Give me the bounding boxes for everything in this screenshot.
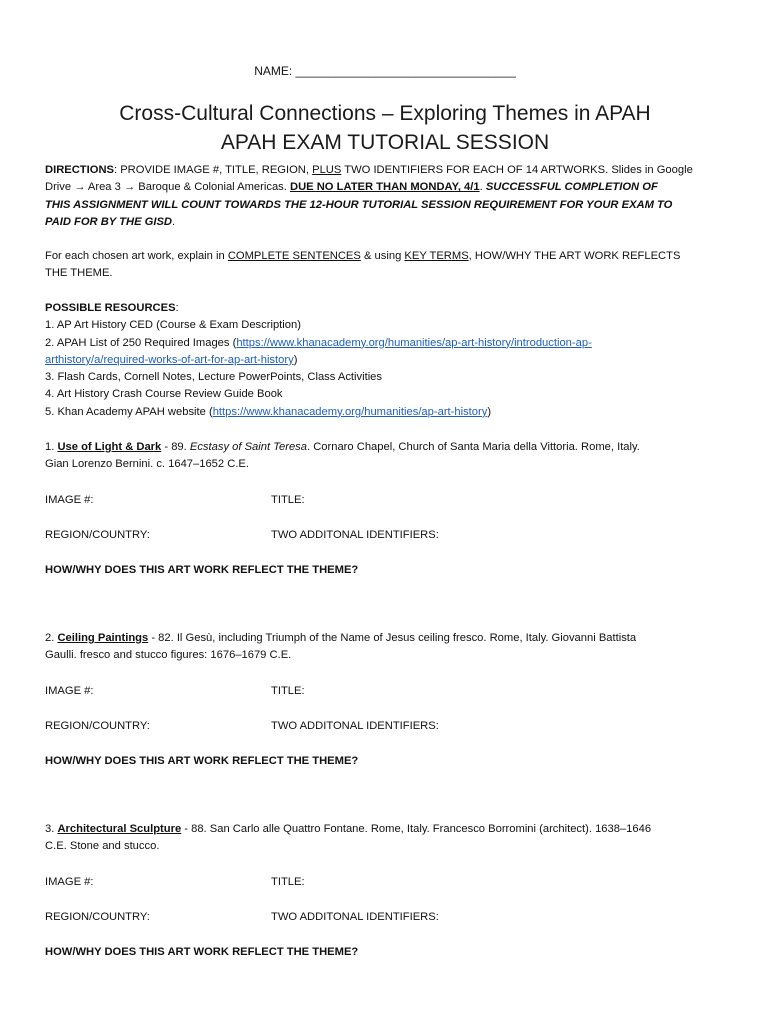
artwork-3-title-label: TITLE: bbox=[271, 876, 305, 888]
artwork-3-question: HOW/WHY DOES THIS ART WORK REFLECT THE THEME? bbox=[45, 946, 359, 958]
artwork-3-image-label: IMAGE #: bbox=[45, 876, 94, 888]
key-terms-text: KEY TERMS bbox=[404, 250, 469, 262]
artwork-2-question: HOW/WHY DOES THIS ART WORK REFLECT THE THEME? bbox=[45, 755, 359, 767]
title-line-1: Cross-Cultural Connections – Exploring Themes in APAH bbox=[119, 102, 651, 125]
artwork-3-rest-2: C.E. Stone and stucco. bbox=[45, 840, 160, 853]
artwork-1-pre: - 89. bbox=[161, 441, 190, 453]
artwork-1-region-label: REGION/COUNTRY: bbox=[45, 529, 150, 541]
artwork-3-identifiers-label: TWO ADDITONAL IDENTIFIERS: bbox=[271, 911, 439, 923]
name-label: NAME: bbox=[254, 64, 293, 78]
artwork-1-identifiers-label: TWO ADDITONAL IDENTIFIERS: bbox=[271, 529, 439, 541]
resources-colon: : bbox=[175, 302, 179, 314]
artwork-2-region-label: REGION/COUNTRY: bbox=[45, 720, 150, 732]
resource-item-2-pre: 2. APAH List of 250 Required Images ( bbox=[45, 336, 237, 349]
deadline-text: DUE NO LATER THAN MONDAY, 4/1 bbox=[290, 181, 480, 194]
explain-text-2: & using bbox=[360, 250, 405, 262]
artwork-1-question: HOW/WHY DOES THIS ART WORK REFLECT THE THEME? bbox=[45, 564, 359, 576]
artwork-1-description bbox=[45, 439, 725, 474]
resource-link-required-works-2[interactable]: arthistory/a/required-works-of-art-for-ap-art-history bbox=[45, 353, 294, 366]
directions-paragraph bbox=[45, 162, 725, 231]
directions-text-3: Drive → Area 3 → Baroque & Colonial Americas. bbox=[45, 181, 290, 194]
explain-text-1: For each chosen art work, explain in bbox=[45, 250, 228, 262]
resources-label: POSSIBLE RESOURCES bbox=[45, 302, 176, 314]
resource-item-5-pre: 5. Khan Academy APAH website ( bbox=[45, 405, 213, 418]
directions-label: DIRECTIONS bbox=[45, 164, 114, 176]
directions-text-2: TWO IDENTIFIERS FOR EACH OF 14 ARTWORKS. Slides in Google bbox=[341, 164, 693, 176]
resource-item-3: 3. Flash Cards, Cornell Notes, Lecture PowerPoints, Class Activities bbox=[45, 371, 383, 384]
artwork-2-rest-2: Gaulli. fresco and stucco figures: 1676–1679 C.E. bbox=[45, 649, 292, 662]
artwork-1-theme: Use of Light & Dark bbox=[57, 441, 162, 453]
resource-item-1: 1. AP Art History CED (Course & Exam Description) bbox=[45, 319, 301, 332]
plus-text: PLUS bbox=[312, 164, 342, 176]
artwork-2-theme: Ceiling Paintings bbox=[57, 632, 149, 644]
artwork-2-description bbox=[45, 630, 725, 665]
resources-list bbox=[45, 300, 725, 421]
resource-item-5-post: ) bbox=[487, 405, 492, 418]
artwork-3-region-label: REGION/COUNTRY: bbox=[45, 911, 150, 923]
artwork-3-num: 3. bbox=[45, 823, 58, 835]
artwork-1-num: 1. bbox=[45, 441, 58, 453]
artwork-2-num: 2. bbox=[45, 632, 58, 644]
explain-text-4: THE THEME. bbox=[45, 267, 113, 280]
name-blank: _________________________________ bbox=[295, 64, 516, 78]
success-text-2: THIS ASSIGNMENT WILL COUNT TOWARDS THE 12-HOUR TUTORIAL SESSION REQUIREMENT FOR YOUR EXAM TO bbox=[45, 198, 673, 211]
artwork-3-description bbox=[45, 821, 725, 856]
artwork-2-image-label: IMAGE #: bbox=[45, 685, 94, 697]
artwork-2-identifiers-label: TWO ADDITONAL IDENTIFIERS: bbox=[271, 720, 439, 732]
title-line-2: APAH EXAM TUTORIAL SESSION bbox=[220, 131, 550, 154]
resource-link-required-works-1[interactable]: https://www.khanacademy.org/humanities/ap-art-history/introduction-ap- bbox=[236, 336, 592, 349]
page-title bbox=[45, 99, 725, 157]
resource-item-2-post: ) bbox=[293, 353, 298, 366]
resource-item-4: 4. Art History Crash Course Review Guide Book bbox=[45, 388, 283, 401]
explain-text-3: , HOW/WHY THE ART WORK REFLECTS bbox=[468, 250, 681, 262]
complete-sentences-text: COMPLETE SENTENCES bbox=[227, 250, 361, 262]
success-text-1: SUCCESSFUL COMPLETION OF bbox=[485, 181, 658, 194]
artwork-2-title-label: TITLE: bbox=[271, 685, 305, 697]
artwork-1-rest-1: . Cornaro Chapel, Church of Santa Maria della Vittoria. Rome, Italy. bbox=[307, 441, 640, 453]
directions-text-4: . bbox=[479, 181, 486, 194]
resource-link-khan-apah[interactable]: https://www.khanacademy.org/humanities/ap-art-history bbox=[212, 405, 488, 418]
name-line bbox=[45, 64, 725, 78]
directions-text-1: : PROVIDE IMAGE #, TITLE, REGION, bbox=[114, 164, 313, 176]
artwork-1-title-label: TITLE: bbox=[271, 494, 305, 506]
explain-paragraph bbox=[45, 248, 725, 283]
artwork-3-pre: - 88. San Carlo alle Quattro Fontane. Rome, Italy. Francesco Borromini (architect). 1638–1646 bbox=[181, 823, 652, 835]
artwork-1-image-label: IMAGE #: bbox=[45, 494, 94, 506]
artwork-1-rest-2: Gian Lorenzo Bernini. c. 1647–1652 C.E. bbox=[45, 458, 249, 471]
directions-period: . bbox=[172, 215, 176, 228]
success-text-3: PAID FOR BY THE GISD bbox=[45, 215, 173, 228]
artwork-2-pre: - 82. Il Gesù, including Triumph of the Name of Jesus ceiling fresco. Rome, Italy. Giovanni Battista bbox=[148, 632, 637, 644]
artwork-1-italic: Ecstasy of Saint Teresa bbox=[189, 441, 307, 453]
artwork-3-theme: Architectural Sculpture bbox=[57, 823, 182, 835]
